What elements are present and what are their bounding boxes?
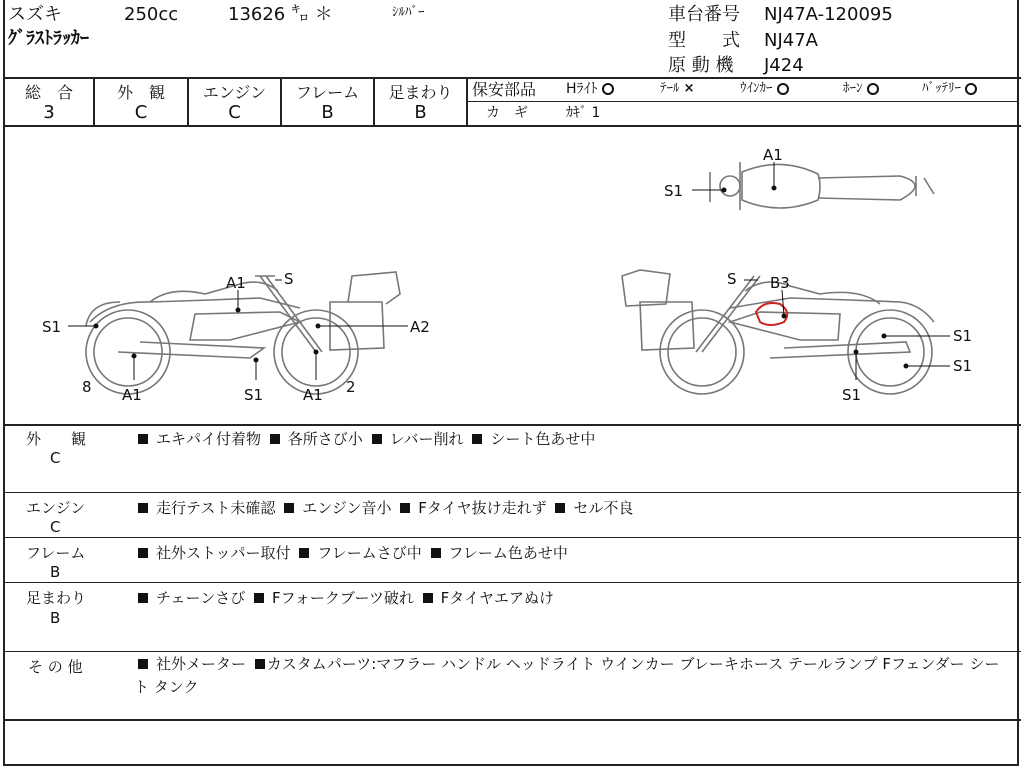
engine-label: 原 動 機 — [668, 55, 734, 76]
safety-headlight: Hﾗｲﾄ — [566, 82, 614, 96]
type-value: NJ47A — [764, 30, 818, 51]
diag-right-b3: B3 — [770, 274, 790, 292]
exterior-label: 外 観 — [116, 83, 165, 102]
frame-no: NJ47A-120095 — [764, 4, 893, 25]
diag-left-a2: A2 — [410, 318, 430, 336]
sec-suspension-grade: B — [50, 609, 61, 627]
divider — [3, 537, 1021, 538]
diag-left-a1-2: A1 — [122, 386, 142, 404]
divider — [3, 582, 1021, 583]
divider — [3, 424, 1021, 426]
divider — [3, 651, 1021, 652]
suspension-grade-value: B — [414, 102, 427, 123]
color: ｼﾙﾊﾞｰ — [392, 5, 425, 20]
safety-battery: ﾊﾞｯﾃﾘｰ — [922, 82, 977, 95]
overall-value: 3 — [43, 102, 55, 123]
damage-diagram — [0, 126, 1024, 424]
maker: スズキ — [8, 4, 62, 25]
divider — [3, 492, 1021, 493]
suspension-grade-label: 足まわり — [388, 83, 453, 102]
ok-circle-icon — [602, 83, 614, 95]
diag-right-s: S — [727, 270, 737, 288]
engine-grade-value: C — [228, 102, 241, 123]
diag-left-s: S — [284, 270, 294, 288]
sec-other-name: そ の 他 — [28, 658, 83, 676]
ok-circle-icon — [965, 83, 977, 95]
engine-grade-label: エンジン — [202, 83, 267, 102]
safety-tail: ﾃｰﾙ × — [660, 81, 695, 96]
mileage: 13626 ㌔ ＊ — [228, 4, 333, 25]
ng-cross-icon: × — [683, 81, 695, 96]
safety-winker: ｳｲﾝｶｰ — [740, 82, 789, 95]
motorcycle-top-view — [710, 162, 934, 210]
sec-engine-grade: C — [50, 518, 61, 536]
sec-frame-items: 社外ストッパー取付 フレームさび中 フレーム色あせ中 — [134, 542, 568, 563]
diag-right-s1-2: S1 — [953, 357, 973, 375]
divider — [468, 101, 1019, 102]
sec-engine-name: エンジン — [26, 499, 86, 517]
exterior-value: C — [134, 102, 148, 123]
diag-left-a1-3: A1 — [303, 386, 323, 404]
model-name: ｸﾞﾗｽﾄﾗｯｶｰ — [8, 28, 89, 49]
engine-value: J424 — [764, 55, 804, 76]
divider — [3, 719, 1021, 721]
displacement: 250cc — [124, 4, 179, 25]
safety-label: 保安部品 — [472, 80, 537, 99]
ok-circle-icon — [777, 83, 789, 95]
diag-left-a1: A1 — [226, 274, 246, 292]
divider — [3, 77, 1021, 79]
key-label: カ ギ — [486, 105, 528, 121]
frame-grade-value: B — [321, 102, 334, 123]
diag-left-s1-2: S1 — [244, 386, 264, 404]
sec-exterior-grade: C — [50, 449, 61, 467]
type-label: 型 式 — [668, 30, 740, 51]
frame-no-label: 車台番号 — [668, 4, 740, 25]
safety-horn: ﾎｰﾝ — [843, 82, 879, 95]
sec-suspension-name: 足まわり — [26, 589, 87, 607]
sec-suspension-items: チェーンさび Fフォークブーツ破れ Fタイヤエアぬけ — [134, 587, 554, 608]
diag-right-s1: S1 — [953, 327, 973, 345]
overall-label: 総 合 — [24, 83, 73, 102]
sec-frame-name: フレーム — [26, 544, 86, 562]
diag-left-s1: S1 — [42, 318, 62, 336]
key-value: ｶｷﾞ 1 — [566, 105, 601, 121]
frame-grade-label: フレーム — [295, 83, 360, 102]
diag-top-s1: S1 — [664, 182, 684, 200]
diag-left-2: 2 — [346, 378, 356, 396]
sec-engine-items: 走行テスト未確認 エンジン音小 Fタイヤ抜け走れず セル不良 — [134, 497, 633, 518]
sec-other-items: 社外メーター カスタムパーツ:マフラー ハンドル ヘッドライト ウインカー ブレーキホース テールランプ Fフェンダー シート タンク — [134, 655, 1000, 696]
sec-frame-grade: B — [50, 563, 61, 581]
diag-right-s1-3: S1 — [842, 386, 862, 404]
diag-left-8: 8 — [82, 378, 92, 396]
sec-exterior-items: エキパイ付着物 各所さび小 レバー削れ シート色あせ中 — [134, 428, 595, 449]
sec-exterior-name: 外 観 — [26, 430, 87, 448]
ok-circle-icon — [867, 83, 879, 95]
diag-top-a1: A1 — [763, 146, 783, 164]
